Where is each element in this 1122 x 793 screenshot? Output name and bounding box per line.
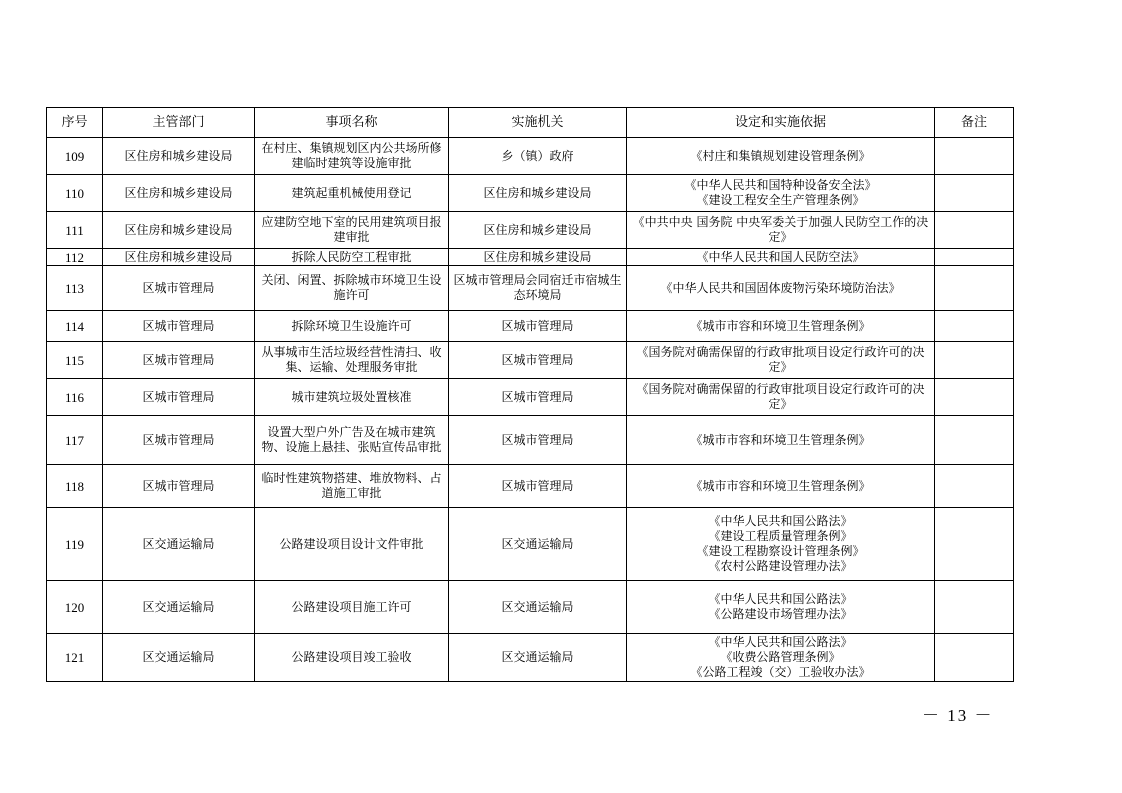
table-row (47, 212, 1014, 249)
cell-note (935, 311, 1014, 342)
basis-line: 《建设工程质量管理条例》 (708, 529, 853, 543)
cell-dept: 区住房和城乡建设局 (103, 138, 255, 175)
cell-basis (627, 342, 935, 379)
cell-note (935, 581, 1014, 634)
cell-agency: 区住房和城乡建设局 (449, 175, 627, 212)
header-note: 备注 (935, 108, 1014, 138)
cell-seq: 117 (47, 416, 103, 465)
table-row (47, 416, 1014, 465)
cell-seq: 115 (47, 342, 103, 379)
cell-agency: 区城市管理局 (449, 342, 627, 379)
cell-dept: 区城市管理局 (103, 416, 255, 465)
cell-agency: 乡（镇）政府 (449, 138, 627, 175)
basis-line: 《中华人民共和国公路法》 (708, 592, 853, 606)
cell-note (935, 212, 1014, 249)
cell-agency: 区城市管理局 (449, 465, 627, 508)
cell-item: 建筑起重机械使用登记 (255, 175, 449, 212)
basis-line: 《农村公路建设管理办法》 (708, 559, 853, 573)
table-row (47, 581, 1014, 634)
table-row (47, 249, 1014, 266)
table-row (47, 175, 1014, 212)
cell-dept: 区城市管理局 (103, 465, 255, 508)
cell-note (935, 266, 1014, 311)
basis-line: 《中华人民共和国特种设备安全法》 (684, 178, 877, 192)
basis-line: 《国务院对确需保留的行政审批项目设定行政许可的决定》 (636, 382, 925, 411)
cell-note (935, 508, 1014, 581)
header-seq: 序号 (47, 108, 103, 138)
cell-agency: 区住房和城乡建设局 (449, 212, 627, 249)
table-row (47, 266, 1014, 311)
basis-line: 《建设工程勘察设计管理条例》 (696, 544, 865, 558)
cell-seq: 116 (47, 379, 103, 416)
table-row (47, 508, 1014, 581)
basis-line: 《国务院对确需保留的行政审批项目设定行政许可的决定》 (636, 345, 925, 374)
basis-line: 《中华人民共和国固体废物污染环境防治法》 (660, 280, 901, 295)
cell-seq: 118 (47, 465, 103, 508)
cell-item: 公路建设项目设计文件审批 (255, 508, 449, 581)
basis-line: 《公路建设市场管理办法》 (708, 607, 853, 621)
cell-dept: 区交通运输局 (103, 508, 255, 581)
table-body (47, 138, 1014, 682)
cell-agency: 区住房和城乡建设局 (449, 249, 627, 266)
cell-dept: 区城市管理局 (103, 379, 255, 416)
cell-seq: 112 (47, 249, 103, 266)
cell-item: 拆除环境卫生设施许可 (255, 311, 449, 342)
cell-seq: 111 (47, 212, 103, 249)
cell-basis (627, 581, 935, 634)
cell-note (935, 465, 1014, 508)
table-row (47, 465, 1014, 508)
cell-item: 公路建设项目施工许可 (255, 581, 449, 634)
cell-dept: 区城市管理局 (103, 266, 255, 311)
cell-agency: 区城市管理局会同宿迁市宿城生态环境局 (449, 266, 627, 311)
header-agency: 实施机关 (449, 108, 627, 138)
cell-seq: 121 (47, 634, 103, 682)
basis-line: 《建设工程安全生产管理条例》 (696, 193, 865, 207)
cell-item: 应建防空地下室的民用建筑项目报建审批 (255, 212, 449, 249)
cell-item: 公路建设项目竣工验收 (255, 634, 449, 682)
table-row (47, 311, 1014, 342)
cell-basis (627, 138, 935, 175)
basis-line: 《中共中央 国务院 中央军委关于加强人民防空工作的决定》 (632, 215, 929, 244)
basis-line: 《中华人民共和国人民防空法》 (696, 249, 865, 264)
cell-note (935, 138, 1014, 175)
cell-basis (627, 175, 935, 212)
header-basis: 设定和实施依据 (627, 108, 935, 138)
cell-agency: 区交通运输局 (449, 634, 627, 682)
cell-basis (627, 249, 935, 266)
cell-item: 设置大型户外广告及在城市建筑物、设施上悬挂、张贴宣传品审批 (255, 416, 449, 465)
header-item: 事项名称 (255, 108, 449, 138)
cell-agency: 区城市管理局 (449, 311, 627, 342)
table-row (47, 342, 1014, 379)
cell-seq: 113 (47, 266, 103, 311)
basis-line: 《中华人民共和国公路法》 (708, 635, 853, 649)
cell-agency: 区城市管理局 (449, 416, 627, 465)
table-row (47, 634, 1014, 682)
page-number: － 13 － (922, 706, 994, 725)
cell-basis (627, 266, 935, 311)
cell-item: 拆除人民防空工程审批 (255, 249, 449, 266)
cell-item: 关闭、闲置、拆除城市环境卫生设施许可 (255, 266, 449, 311)
table-row (47, 379, 1014, 416)
cell-note (935, 634, 1014, 682)
cell-note (935, 416, 1014, 465)
cell-agency: 区交通运输局 (449, 581, 627, 634)
cell-item: 城市建筑垃圾处置核准 (255, 379, 449, 416)
basis-line: 《城市市容和环境卫生管理条例》 (690, 318, 871, 333)
cell-note (935, 249, 1014, 266)
cell-basis (627, 416, 935, 465)
cell-seq: 114 (47, 311, 103, 342)
approval-items-table (46, 107, 1014, 682)
cell-dept: 区交通运输局 (103, 634, 255, 682)
table-row (47, 138, 1014, 175)
cell-agency: 区城市管理局 (449, 379, 627, 416)
table-header-row (47, 108, 1014, 138)
cell-dept: 区住房和城乡建设局 (103, 249, 255, 266)
cell-note (935, 175, 1014, 212)
cell-agency: 区交通运输局 (449, 508, 627, 581)
cell-basis (627, 379, 935, 416)
cell-basis (627, 465, 935, 508)
basis-line: 《收费公路管理条例》 (720, 650, 841, 664)
cell-dept: 区住房和城乡建设局 (103, 175, 255, 212)
basis-line: 《公路工程竣（交）工验收办法》 (690, 665, 871, 679)
cell-basis (627, 311, 935, 342)
basis-line: 《中华人民共和国公路法》 (708, 514, 853, 528)
cell-basis (627, 634, 935, 682)
cell-dept: 区交通运输局 (103, 581, 255, 634)
cell-item: 临时性建筑物搭建、堆放物料、占道施工审批 (255, 465, 449, 508)
header-dept: 主管部门 (103, 108, 255, 138)
cell-basis (627, 508, 935, 581)
cell-item: 从事城市生活垃圾经营性清扫、收集、运输、处理服务审批 (255, 342, 449, 379)
basis-line: 《城市市容和环境卫生管理条例》 (690, 478, 871, 493)
cell-seq: 119 (47, 508, 103, 581)
cell-seq: 120 (47, 581, 103, 634)
cell-note (935, 379, 1014, 416)
basis-line: 《村庄和集镇规划建设管理条例》 (690, 148, 871, 163)
cell-dept: 区城市管理局 (103, 342, 255, 379)
cell-dept: 区城市管理局 (103, 311, 255, 342)
basis-line: 《城市市容和环境卫生管理条例》 (690, 432, 871, 447)
cell-note (935, 342, 1014, 379)
cell-basis (627, 212, 935, 249)
cell-seq: 109 (47, 138, 103, 175)
cell-item: 在村庄、集镇规划区内公共场所修建临时建筑等设施审批 (255, 138, 449, 175)
cell-dept: 区住房和城乡建设局 (103, 212, 255, 249)
cell-seq: 110 (47, 175, 103, 212)
